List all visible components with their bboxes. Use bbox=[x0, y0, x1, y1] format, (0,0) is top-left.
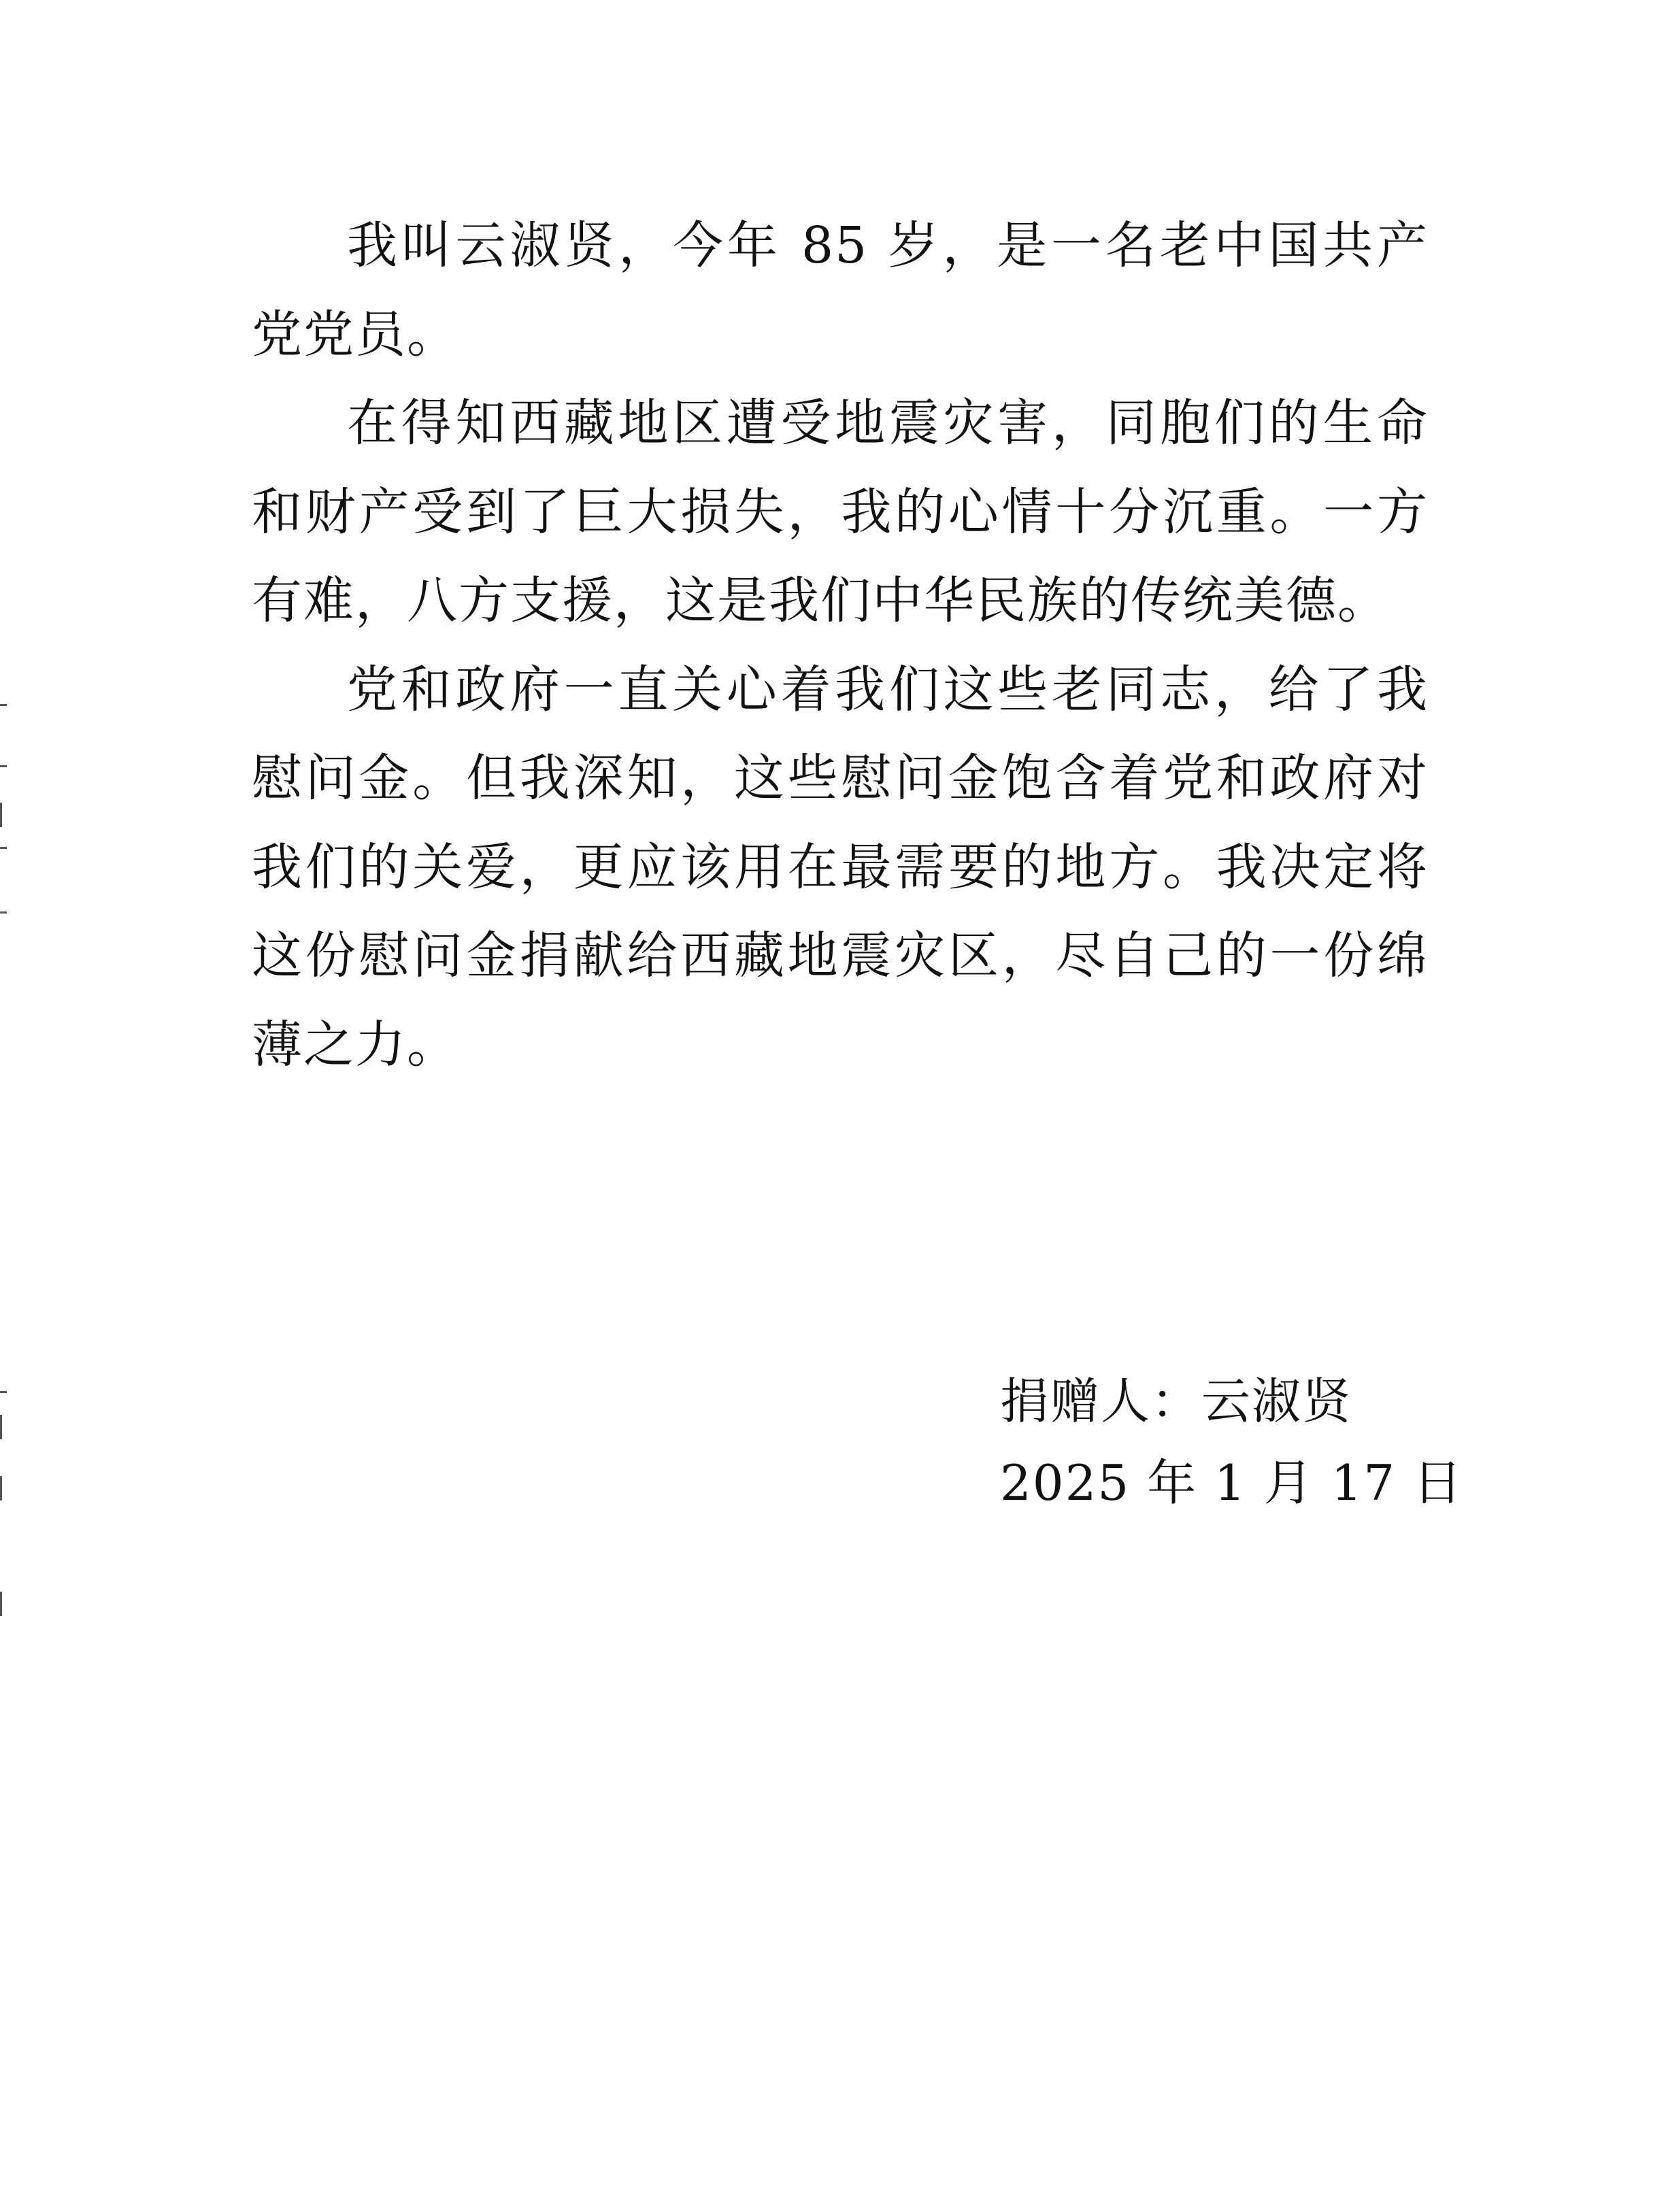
letter-date: 2025 年 1 月 17 日 bbox=[1000, 1454, 1464, 1511]
paragraph-donation: 党和政府一直关心着我们这些老同志，给了我慰问金。但我深知，这些慰问金饱含着党和政府对我们的关爱，更应该用在最需要的地方。我决定将这份慰问金捐献给西藏地震灾区，尽自己的一份绵薄之力。 bbox=[252, 660, 1429, 1074]
scan-edge-mark bbox=[0, 803, 2, 827]
scan-edge-mark bbox=[0, 911, 7, 914]
signature-block bbox=[1000, 1360, 1463, 1524]
scan-edge-mark bbox=[0, 1391, 7, 1393]
letter-body bbox=[252, 201, 1429, 1089]
scan-edge-mark bbox=[0, 847, 7, 849]
scan-edge-mark bbox=[0, 704, 7, 706]
paragraph-earthquake: 在得知西藏地区遭受地震灾害，同胞们的生命和财产受到了巨大损失，我的心情十分沉重。一方有难，八方支援，这是我们中华民族的传统美德。 bbox=[252, 394, 1429, 630]
paragraph-introduction: 我叫云淑贤，今年 85 岁，是一名老中国共产党党员。 bbox=[252, 216, 1429, 364]
scan-edge-mark bbox=[0, 1476, 2, 1501]
scan-edge-mark bbox=[0, 1415, 2, 1439]
scan-edge-mark bbox=[0, 765, 7, 767]
scan-edge-mark bbox=[0, 1592, 2, 1616]
donor-name: 捐赠人：云淑贤 bbox=[1000, 1373, 1353, 1430]
